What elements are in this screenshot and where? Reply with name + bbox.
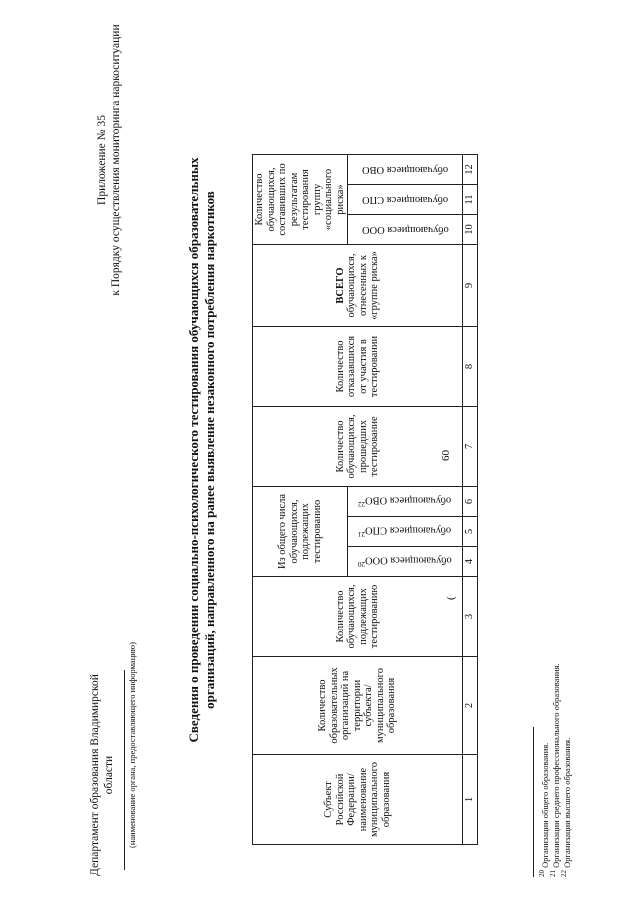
header-total-risk-group bbox=[253, 245, 463, 327]
header-row-1 bbox=[253, 155, 348, 845]
col-number: 6 bbox=[463, 487, 478, 517]
col-number: 10 bbox=[463, 215, 478, 245]
header-subject: Субъект Российской Федерации/ наименование муниципального образования bbox=[253, 755, 463, 845]
col-number: 4 bbox=[463, 547, 478, 577]
appendix-header bbox=[95, 15, 123, 305]
margin-mark: ( bbox=[445, 596, 457, 600]
header-group-social-risk: Количество обучающихся, составивших по результатам тестирования группу «социального риска» bbox=[253, 155, 348, 245]
col-number: 2 bbox=[463, 657, 478, 755]
subheader-ooo: обучающиеся ООО$^{20}$ bbox=[348, 547, 463, 577]
appendix-number: Приложение № 35 bbox=[96, 115, 108, 205]
appendix-reference: к Порядку осуществления мониторинга наркоситуации bbox=[110, 24, 122, 296]
organization-name: Департамент образования Владимирской области bbox=[89, 674, 115, 876]
footnote-20: $^{20}$ Организации общего образования. bbox=[538, 742, 550, 877]
subheader-risk-ovo: обучающиеся ОВО bbox=[348, 155, 463, 185]
page-number: 60 bbox=[440, 450, 452, 461]
footnote-separator bbox=[533, 727, 534, 877]
col-number: 8 bbox=[463, 327, 478, 407]
subheader-risk-spo: обучающиеся СПО bbox=[348, 185, 463, 215]
header-refused: Количество отказавшихся от участия в тестировании bbox=[253, 327, 463, 407]
header-org-count: Количество образовательных организаций на территории субъекта/ муниципального образования bbox=[253, 657, 463, 755]
col-number: 5 bbox=[463, 517, 478, 547]
document-title: Сведения о проведении социально-психологического тестирования обучающихся образовательных организаций, направленного на ранее выявление незаконного потребления наркотиков bbox=[186, 157, 217, 743]
column-number-row bbox=[463, 155, 478, 845]
col-number: 3 bbox=[463, 577, 478, 657]
header-total-text: обучающихся, отнесенных к «группе риска» bbox=[346, 251, 380, 320]
col-number: 1 bbox=[463, 755, 478, 845]
footnote-21: $^{21}$ Организации среднего профессионального образования. bbox=[549, 663, 561, 877]
col-number: 9 bbox=[463, 245, 478, 327]
col-number: 7 bbox=[463, 407, 478, 487]
col-number: 12 bbox=[463, 155, 478, 185]
header-students-tested: Количество обучающихся, прошедших тестирование bbox=[253, 407, 463, 487]
report-table bbox=[252, 154, 478, 845]
organization-caption: (наименование органа, предоставляющего информацию) bbox=[127, 642, 137, 848]
subheader-ovo: обучающиеся ОВО$^{22}$ bbox=[348, 487, 463, 517]
subheader-spo: обучающиеся СПО$^{21}$ bbox=[348, 517, 463, 547]
organization-underline bbox=[124, 670, 125, 870]
header-students-to-test: Количество обучающихся, подлежащих тестированию bbox=[253, 577, 463, 657]
header-group-of-total: Из общего числа обучающихся, подлежащих тестированию bbox=[253, 487, 348, 577]
col-number: 11 bbox=[463, 185, 478, 215]
header-total-label: ВСЕГО bbox=[334, 267, 346, 304]
subheader-risk-ooo: обучающиеся ООО bbox=[348, 215, 463, 245]
footnote-22: $^{22}$ Организации высшего образования. bbox=[560, 737, 572, 877]
